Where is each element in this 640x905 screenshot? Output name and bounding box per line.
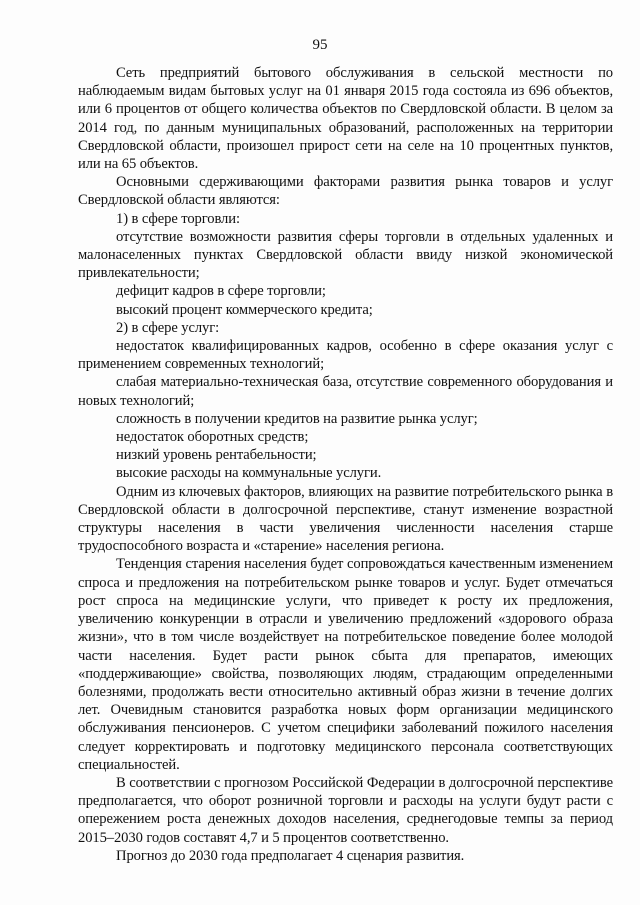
paragraph-scenarios: Прогноз до 2030 года предполагает 4 сценария развития.: [116, 847, 465, 864]
list-item-services-weak-base: слабая материально-техническая база, отсутствие современного оборудования и новых технологий;: [78, 374, 613, 409]
list-item-trade-staff-deficit: дефицит кадров в сфере торговли;: [116, 283, 326, 300]
paragraph-key-factors: Одним из ключевых факторов, влияющих на развитие потребительского рынка в Свердловской области в долгосрочной перспективе, станут изменение возрастной структуры населения в части увеличения численности населения старше трудоспособного возраста и «старение» населения региона.: [78, 483, 613, 555]
paragraph-rural-services: Сеть предприятий бытового обслуживания в сельской местности по наблюдаемым видам бытовых услуг на 01 января 2015 года состояла из 696 объектов, или 6 процентов от общего количества объектов по Свердловской области. В целом за 2014 год, по данным муниципальных образований, расположенных на территории Свердловской области, произошел прирост сети на селе на 10 процентных пунктов, или на 65 объектов.: [78, 65, 613, 173]
list-item-services-working-capital: недостаток оборотных средств;: [116, 429, 309, 446]
page-number: 95: [312, 37, 328, 53]
list-item-trade-remote-areas: отсутствие возможности развития сферы торговли в отдельных удаленных и малонаселенных пунктах Свердловской области ввиду низкой экономической привлекательности;: [78, 228, 613, 282]
body-text: [78, 64, 613, 865]
list-heading-services: 2) в сфере услуг:: [116, 319, 220, 336]
list-item-services-profitability: низкий уровень рентабельности;: [116, 447, 317, 464]
paragraph-constraining-factors: Основными сдерживающими факторами развития рынка товаров и услуг Свердловской области являются:: [78, 174, 613, 209]
paragraph-aging-trend: Тенденция старения населения будет сопровождаться качественным изменением спроса и предложения на потребительском рынке товаров и услуг. Будет отмечаться рост спроса на медицинские услуги, что приведет к росту их предложения, увеличению конкуренции в отрасли и увеличению предложений «здорового образа жизни», что в том числе воздействует на потребительское поведение более молодой части населения. Будет расти рынок сбыта для препаратов, имеющих «поддерживающие» свойства, позволяющих людям, страдающим определенными болезнями, продолжать вести относительно активный образ жизни в течение долгих лет. Очевидным становится разработка новых форм организации медицинского обслуживания пенсионеров. С учетом специфики заболеваний пожилого населения следует корректировать и подготовку медицинского персонала соответствующих специальностей.: [78, 556, 613, 773]
list-item-services-utilities: высокие расходы на коммунальные услуги.: [116, 465, 382, 482]
list-item-services-credit: сложность в получении кредитов на развитие рынка услуг;: [116, 410, 478, 427]
list-heading-trade: 1) в сфере торговли:: [116, 210, 240, 227]
list-item-services-qualified-staff: недостаток квалифицированных кадров, особенно в сфере оказания услуг с применением современных технологий;: [78, 338, 613, 373]
paragraph-federal-forecast: В соответствии с прогнозом Российской Федерации в долгосрочной перспективе предполагается, что оборот розничной торговли и расходы на услуги будут расти с опережением роста денежных доходов населения, среднегодовые темпы за период 2015–2030 годов составят 4,7 и 5 процентов соответственно.: [78, 774, 613, 846]
list-item-trade-credit: высокий процент коммерческого кредита;: [116, 301, 373, 318]
